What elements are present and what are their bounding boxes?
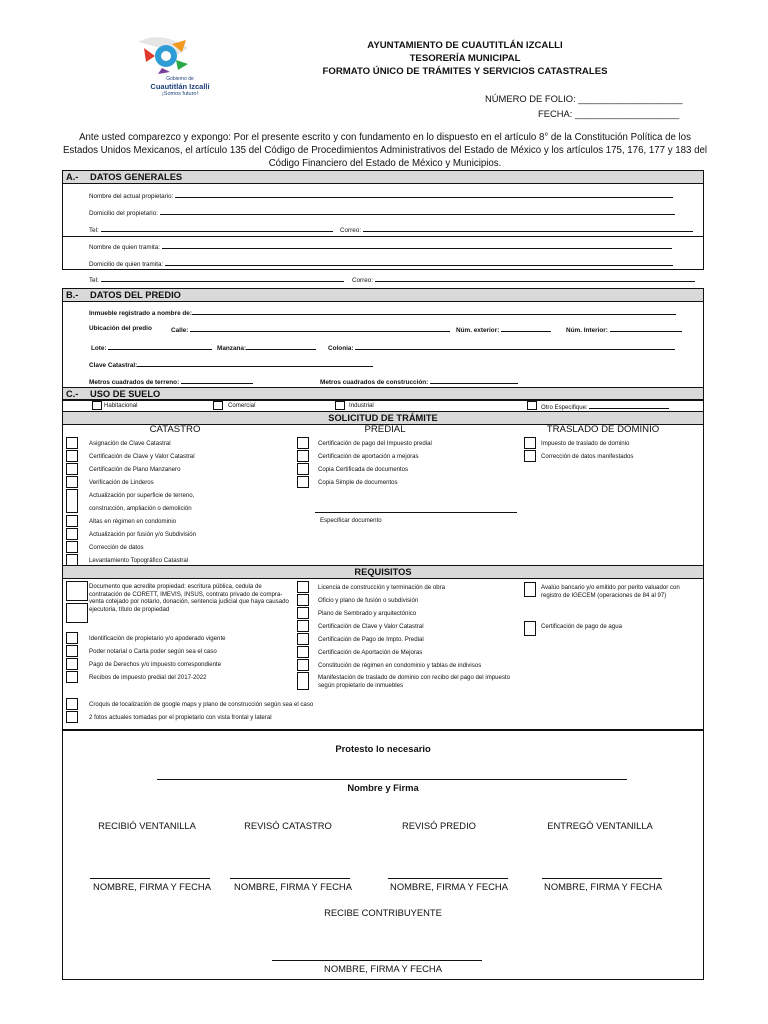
signature-line[interactable] [542,878,662,879]
nff-label: NOMBRE, FIRMA Y FECHA [390,881,508,892]
num-int-field[interactable] [566,325,682,335]
especificar-label: Especificar documento [320,517,382,524]
ubicacion-label: Ubicación del predio [89,325,152,332]
section-a-title: DATOS GENERALES [90,172,183,182]
predial-checkbox[interactable] [297,476,309,488]
contribuyente-nff-label: NOMBRE, FIRMA Y FECHA [324,963,442,974]
requisito-item: Licencia de construcción y terminación de obra [318,584,446,591]
requisito-item: Certificación de Clave y Valor Catastral [318,623,424,630]
predial-item: Copia Certificada de documentos [318,466,409,473]
section-b-header [62,288,704,302]
catastro-checkbox[interactable] [66,450,78,462]
requisito-checkbox[interactable] [66,581,88,601]
num-int-label: Núm. Interior: [566,327,608,334]
requisito-item: Manifestación de traslado de dominio con recibo del pago del impuesto según propietario de inmuebles [318,674,511,689]
predial-checkbox[interactable] [297,463,309,475]
m2-terreno-label: Metros cuadrados de terreno: [89,379,180,386]
clave-field[interactable] [89,360,373,370]
requisito-checkbox[interactable] [297,659,309,671]
role-reviso-predio: REVISÓ PREDIO [402,820,476,831]
section-b-letter: B.- [66,290,79,300]
requisito-checkbox[interactable] [66,632,78,644]
form-title: FORMATO ÚNICO DE TRÁMITES Y SERVICIOS CATASTRALES [322,66,608,77]
logo-line2: Cuautitlán Izcalli [150,82,210,91]
clave-label: Clave Catastral: [89,362,138,369]
predial-item: Certificación de aportación a mejoras [318,453,419,460]
requisito-item: Documento que acredite propiedad: escritura pública, cedula de contratación de CORETT, IMEVIS, INSUS, contrato privado de compra-venta cotejado por notario, donación, sentencia judicial que haya causado ejecutoria, título de propiedad [89,583,289,613]
correo2-field[interactable] [352,275,695,285]
calle-field[interactable] [171,325,450,335]
industrial-checkbox[interactable] [335,401,345,410]
section-a-divider [62,236,704,237]
requisito-checkbox[interactable] [524,582,536,597]
signature-frame [62,730,704,980]
requisito-checkbox[interactable] [297,633,309,645]
role-entrego: ENTREGÓ VENTANILLA [547,820,653,831]
col-predial-heading: PREDIAL [364,424,406,435]
section-c-title: USO DE SUELO [90,389,161,399]
catastro-checkbox[interactable] [66,437,78,449]
section-a-header [62,170,704,184]
catastro-item: construcción, ampliación o demolición [89,505,192,512]
catastro-checkbox[interactable] [66,476,78,488]
correo2-label: Correo: [352,277,373,284]
solicitud-header [62,411,704,425]
m2-construccion-field[interactable] [320,377,518,387]
requisito-checkbox[interactable] [66,671,78,683]
intro-paragraph: Ante usted comparezco y expongo: Por el presente escrito y con fundamento en lo dispuesto en el artículo 8° de la Constitución Política de los Estados Unidos Mexicanos, el artículo 135 del Código de Procedimientos Administrativos del Estado de México y los artículos 175, 176, 177 y 183 del Código Financiero del Estado de México y Municipios. [62,132,708,169]
col-traslado-heading: TRASLADO DE DOMINIO [546,424,660,435]
predial-item: Copia Simple de documentos [318,479,398,486]
m2-construccion-label: Metros cuadrados de construcción: [320,379,429,386]
requisito-checkbox[interactable] [66,658,78,670]
traslado-item: Impuesto de traslado de dominio [541,440,630,447]
fecha-field[interactable]: FECHA: ____________________ [538,108,680,119]
section-c-letter: C.- [66,389,79,399]
tel1-label: Tel: [89,227,99,234]
nff-label: NOMBRE, FIRMA Y FECHA [544,881,662,892]
role-reviso-catastro: REVISÓ CATASTRO [244,820,332,831]
otro-checkbox[interactable] [527,401,537,410]
manzana-field[interactable] [217,343,316,353]
signature-line[interactable] [388,878,508,879]
catastro-checkbox[interactable] [66,515,78,527]
requisito-checkbox[interactable] [297,672,309,690]
num-ext-field[interactable] [456,325,551,335]
owner-name-field[interactable] [89,191,673,201]
requisito-item: Identificación de propietario y/o apoderado vigente [89,635,226,642]
catastro-item: Certificación de Clave y Valor Catastral [89,453,195,460]
municipal-logo [132,34,228,108]
logo-line1: Gobierno de [166,76,194,82]
nff-label: NOMBRE, FIRMA Y FECHA [234,881,352,892]
proc-address-field[interactable] [89,259,673,269]
requisitos-title: REQUISITOS [354,567,412,577]
signature-line[interactable] [230,878,350,879]
nff-label: NOMBRE, FIRMA Y FECHA [93,881,211,892]
solicitud-title: SOLICITUD DE TRÁMITE [328,413,438,423]
catastro-item: Asignación de Clave Catastral [89,440,171,447]
habitacional-label: Habitacional [104,402,138,409]
requisito-checkbox[interactable] [66,698,78,710]
requisito-checkbox[interactable] [297,646,309,658]
requisito-item: Avalúo bancario y/o emitido por perito valuador con registro de IGECEM (operaciones de 84 al 97) [541,584,680,599]
predial-item: Certificación de pago del Impuesto predial [318,440,432,447]
requisito-item: Recibos de impuesto predial del 2017-2022 [89,674,207,681]
requisito-item: Plano de Sembrado y arquitectónico [318,610,417,617]
calle-label: Calle: [171,327,189,334]
num-ext-label: Núm. exterior: [456,327,500,334]
requisito-checkbox[interactable] [66,645,78,657]
catastro-checkbox[interactable] [66,489,78,513]
registered-field[interactable] [89,308,676,318]
manzana-label: Manzana: [217,345,247,352]
section-a-letter: A.- [66,172,79,182]
traslado-item: Corrección de datos manifestados [541,453,634,460]
colonia-field[interactable] [328,343,675,353]
tel2-label: Tel: [89,277,99,284]
traslado-checkbox[interactable] [524,450,536,462]
catastro-checkbox[interactable] [66,528,78,540]
comercial-label: Comercial [228,402,256,409]
lote-field[interactable] [91,343,212,353]
dept-name: TESORERÍA MUNICIPAL [409,53,521,64]
requisito-item: Pago de Derechos y/o impuesto correspondiente [89,661,222,668]
folio-field[interactable]: NÚMERO DE FOLIO: ____________________ [485,93,683,104]
comercial-checkbox[interactable] [213,401,223,410]
catastro-checkbox[interactable] [66,463,78,475]
owner-address-field[interactable] [89,208,675,218]
registered-label: Inmueble registrado a nombre de: [89,310,192,317]
catastro-item: Actualización por superficie de terreno, [89,492,195,499]
role-recibio: RECIBIÓ VENTANILLA [98,820,196,831]
requisito-checkbox[interactable] [297,581,309,593]
section-a-frame [62,170,704,270]
requisito-item: Croquis de localización de google maps y plano de construcción según sea el caso [89,701,314,708]
proc-name-field[interactable] [89,242,672,252]
predial-checkbox[interactable] [297,450,309,462]
section-b-title: DATOS DEL PREDIO [90,290,181,300]
requisito-item: Constitución de régimen en condominio y tablas de indivisos [318,662,482,669]
main-signature-line[interactable] [157,779,627,780]
requisito-item: Certificación de Aportación de Mejoras [318,649,423,656]
catastro-item: Corrección de datos [89,544,144,551]
section-b-frame [62,288,704,388]
catastro-checkbox[interactable] [66,541,78,553]
otro-label: Otro Especifique: [541,404,588,411]
recibe-contribuyente-label: RECIBE CONTRIBUYENTE [324,907,442,918]
habitacional-checkbox[interactable] [92,401,102,410]
catastro-item: Actualización por fusión y/o Subdivisión [89,531,197,538]
requisito-item: 2 fotos actuales tomadas por el propietario con vista frontal y lateral [89,714,272,721]
requisito-item: Poder notarial o Carta poder según sea el caso [89,648,217,655]
owner-address-label: Domicilio del propietario: [89,210,158,217]
colonia-label: Colonia: [328,345,354,352]
proc-address-label: Domicilio de quien tramita: [89,261,164,268]
tel2-field[interactable] [89,275,344,285]
tel1-field[interactable] [89,225,333,235]
signature-line[interactable] [90,878,210,879]
catastro-item: Certificación de Plano Manzanero [89,466,181,473]
col-catastro-heading: CATASTRO [149,424,201,435]
correo1-label: Correo: [340,227,361,234]
industrial-label: Industrial [349,402,374,409]
requisito-item: Oficio y plano de fusión o subdivisión [318,597,419,604]
catastro-item: Verificación de Linderos [89,479,154,486]
correo1-field[interactable] [340,225,693,235]
traslado-checkbox[interactable] [524,437,536,449]
logo-line3: ¡Somos futuro! [161,91,199,97]
lote-label: Lote: [91,345,107,352]
requisitos-header [62,565,704,579]
catastro-item: Altas en régimen en condominio [89,518,177,525]
requisito-checkbox[interactable] [524,621,536,636]
requisito-checkbox[interactable] [66,711,78,723]
especificar-line[interactable] [315,512,517,513]
requisito-item: Certificación de Pago de Impto. Predial [318,636,424,643]
requisito-item: Certificación de pago de agua [541,623,622,630]
contribuyente-signature-line[interactable] [272,960,482,961]
requisito-checkbox[interactable] [297,607,309,619]
proc-name-label: Nombre de quien tramita: [89,244,161,251]
requisito-checkbox[interactable] [66,603,88,623]
nombre-firma-label: Nombre y Firma [347,782,419,793]
protesto-text: Protesto lo necesario [335,743,431,754]
requisito-checkbox[interactable] [297,594,309,606]
m2-terreno-field[interactable] [89,377,253,387]
owner-name-label: Nombre del actual propietario: [89,193,174,200]
catastro-item: Levantamiento Topográfico Catastral [89,557,189,564]
requisito-checkbox[interactable] [297,620,309,632]
predial-checkbox[interactable] [297,437,309,449]
org-name: AYUNTAMIENTO DE CUAUTITLÁN IZCALLI [367,40,563,51]
